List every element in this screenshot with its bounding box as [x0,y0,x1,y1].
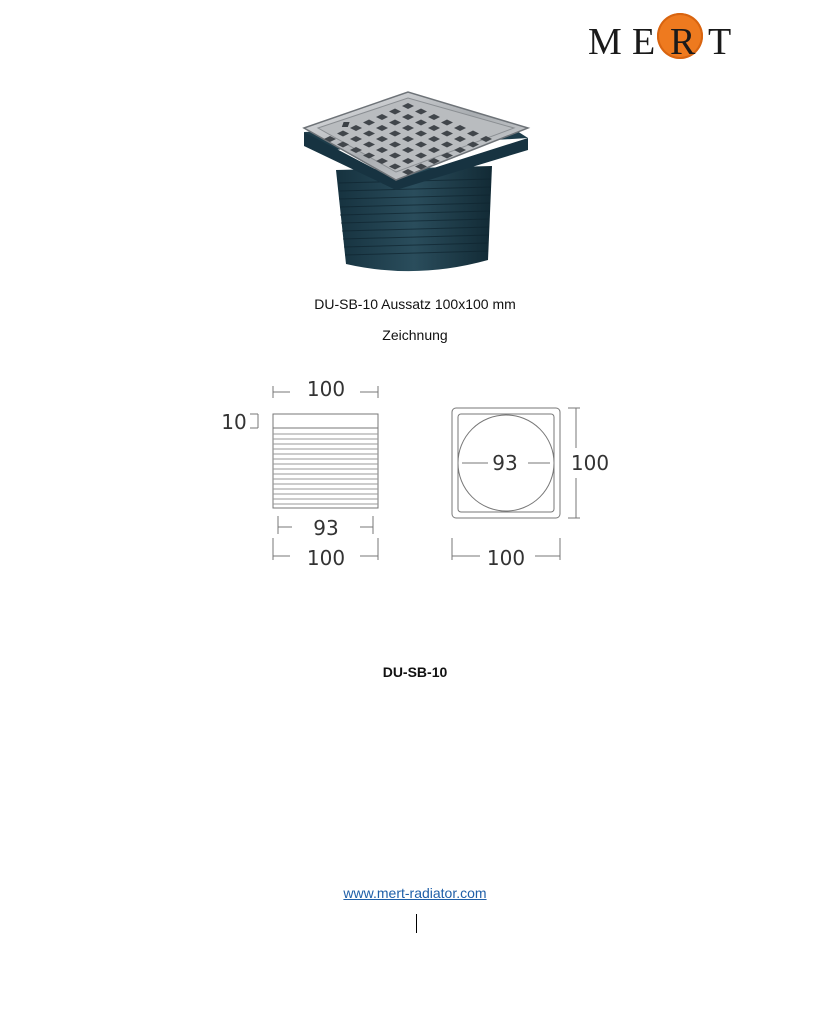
side-height-label: 10 [221,410,247,434]
model-code: DU-SB-10 [382,664,448,680]
drawing-subtitle: Zeichnung [382,327,448,343]
product-title: DU-SB-10 Aussatz 100x100 mm [314,296,516,312]
side-bottom-width-label: 100 [306,546,346,570]
logo-letter-m: M [588,21,622,63]
mert-logo [586,12,736,66]
website-footer [0,885,830,901]
website-link[interactable]: www.mert-radiator.com [343,885,487,901]
top-diameter-label: 93 [492,451,518,475]
text-cursor [416,914,417,933]
side-inner-width-label: 93 [313,516,339,540]
logo-letter-e: E [632,21,656,63]
top-width-label: 100 [486,546,526,570]
logo-letter-r: R [670,21,696,63]
top-view [452,408,580,560]
floor-drain-product-icon [296,88,536,284]
top-height-label: 100 [570,451,610,475]
technical-drawing [210,370,630,580]
logo-letter-t: T [708,21,732,63]
side-top-width-label: 100 [306,377,346,401]
